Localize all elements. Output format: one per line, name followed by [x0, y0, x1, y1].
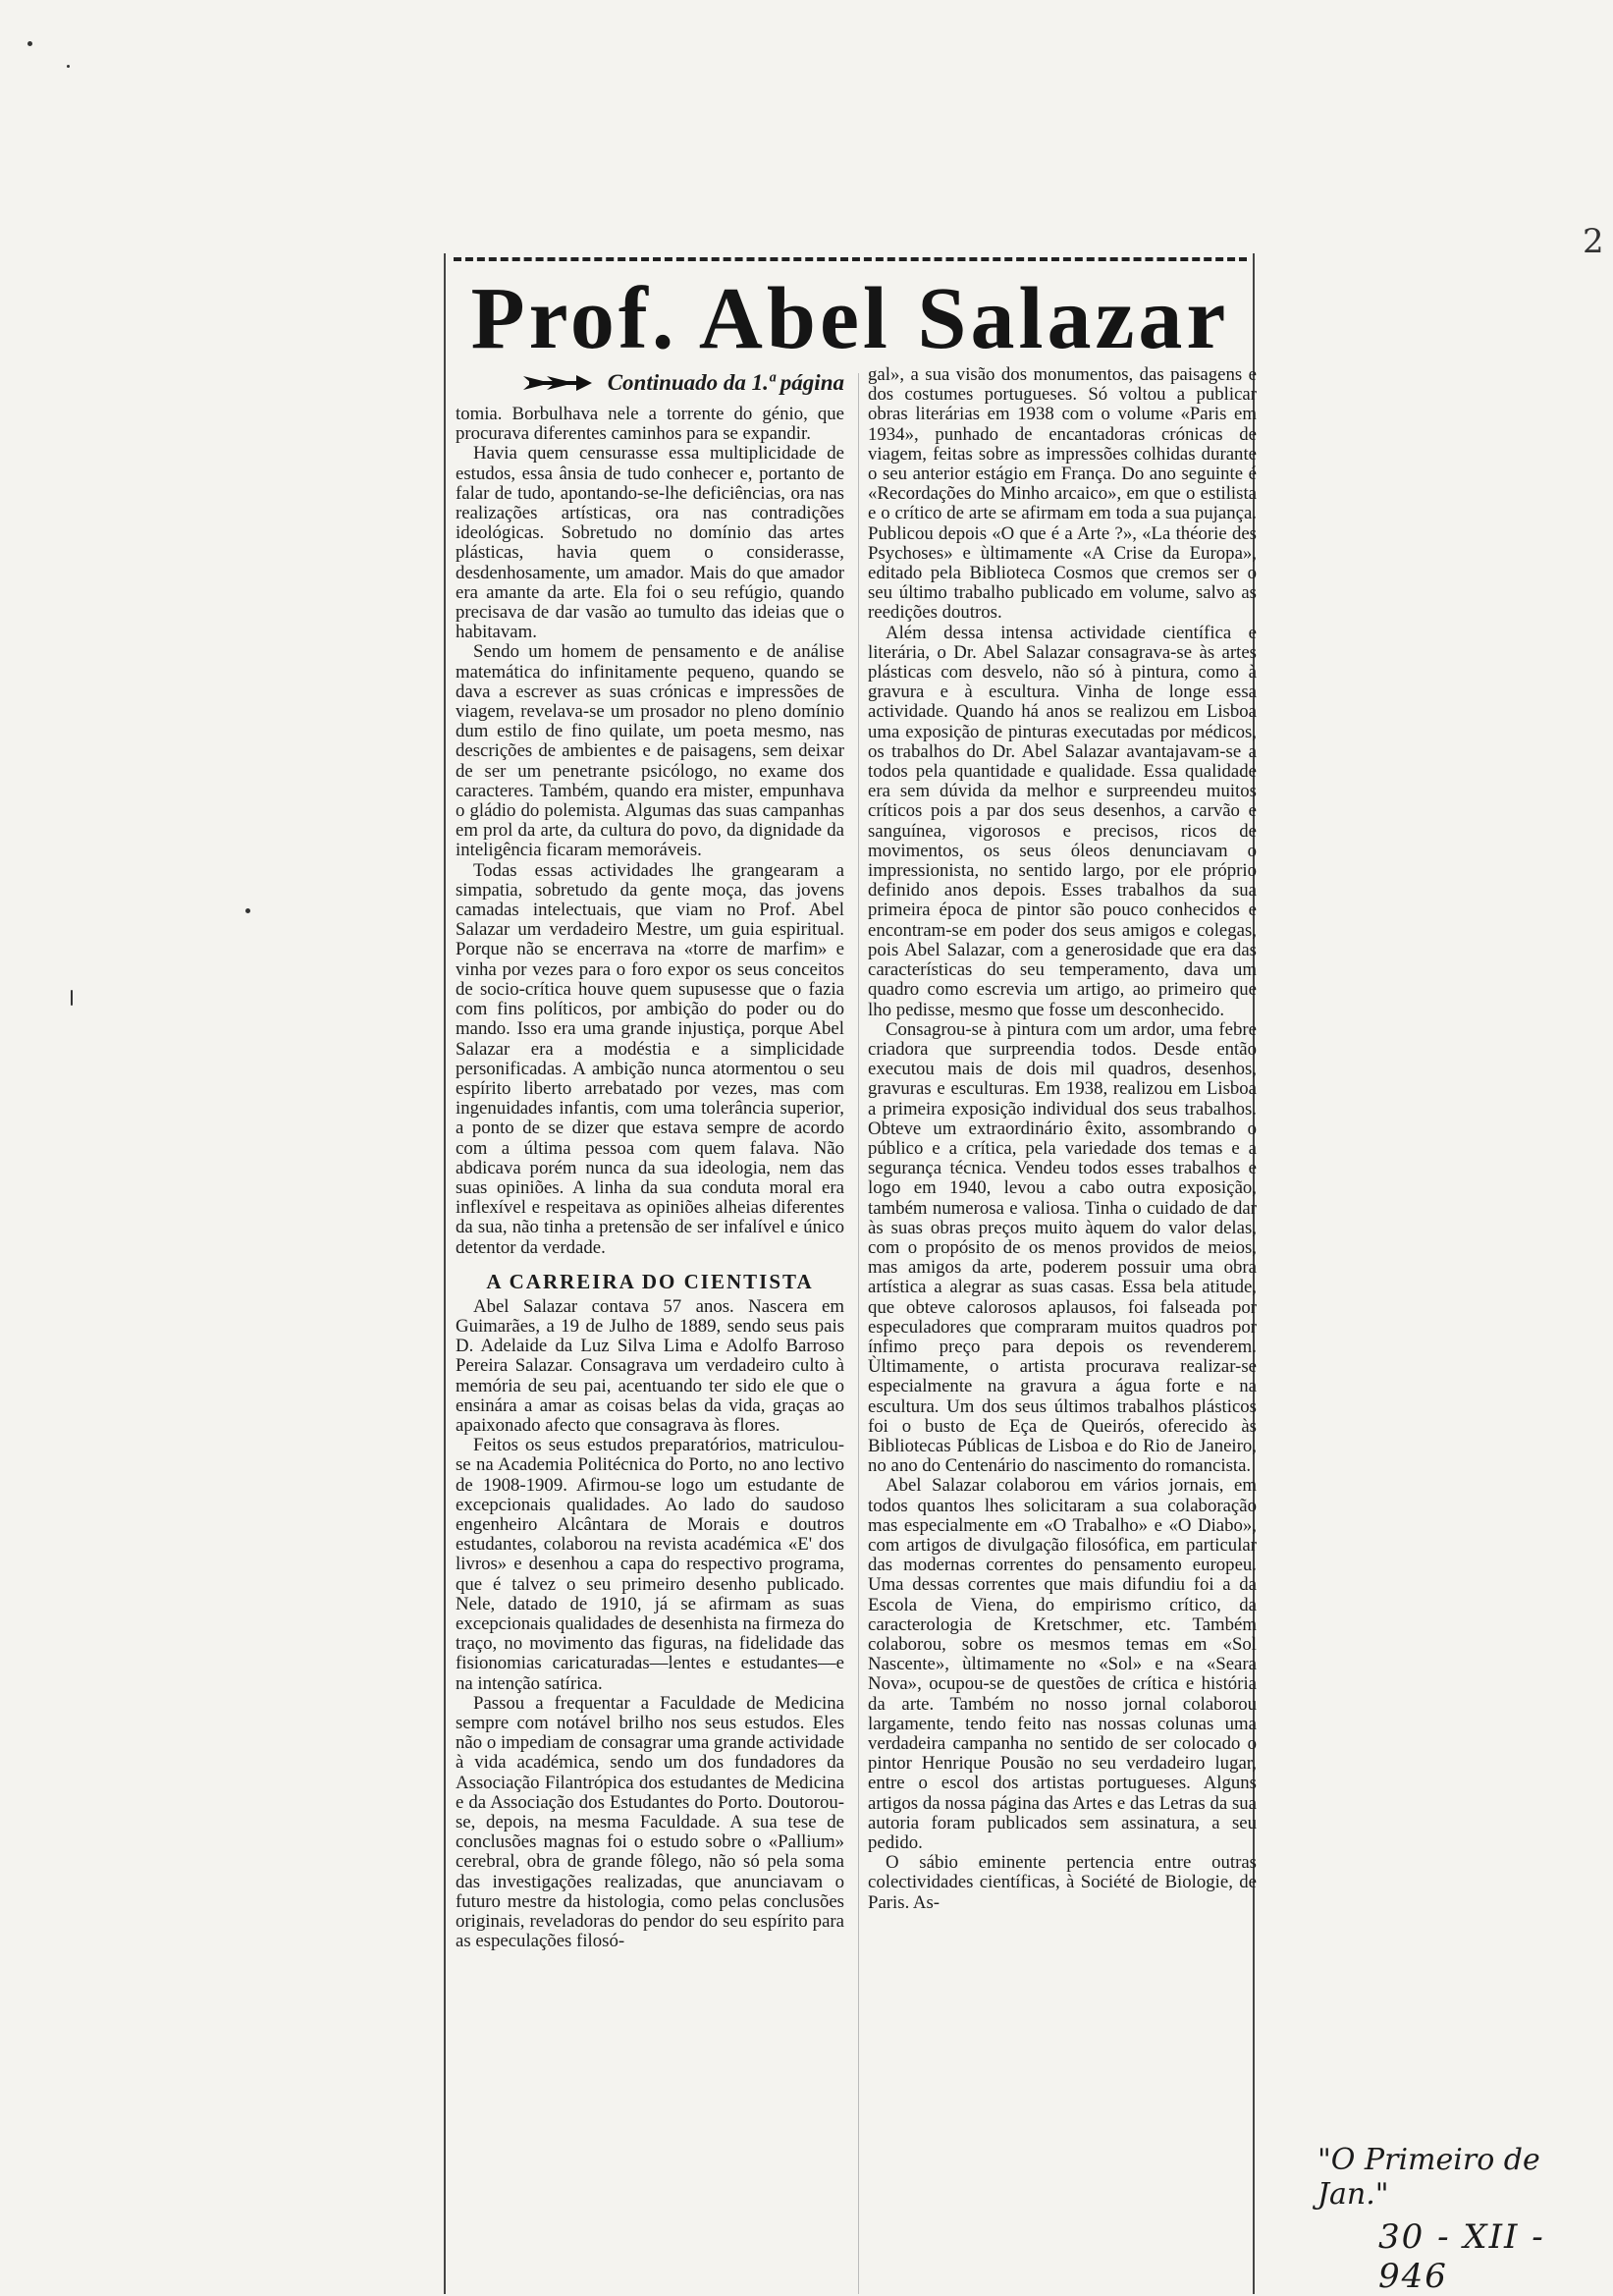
- right-column: [868, 365, 1257, 1913]
- paragraph: Abel Salazar colaborou em vários jornais, em todos quantos lhes solicitaram a sua colaboração mas especialmente em «O Trabalho» e «O Diabo», com artigos de divulgação filosófica, em particular das modernas correntes do pensamento europeu. Uma dessas correntes que mais difundiu foi a da Escola de Viena, do empirismo crítico, da caracterologia de Kretschmer, etc. Também colaborou, sobre os mesmos temas em «Sol Nascente», ùltimamente no «Sol» e na «Seara Nova», ocupou-se de questões de crítica e história da arte. Também no nosso jornal colaborou largamente, tendo feito nas nossas colunas uma verdadeira campanha no sentido de ser colocado o pintor Henrique Pousão no seu verdadeiro lugar, entre o escol dos artistas portugueses. Alguns artigos da nossa página das Artes e das Letras da sua autoria foram publicados sem assinatura, a seu pedido.: [868, 1475, 1257, 1854]
- left-column: [456, 365, 844, 1951]
- paragraph: Todas essas actividades lhe grangearam a simpatia, sobretudo da gente moça, das jovens camadas intelectuais, que viam no Prof. Abel Salazar um verdadeiro Mestre, um guia espiritual. Porque não se encerrava na «torre de marfim» e vinha por vezes para o foro expor os seus conceitos de socio-crítica houve quem supusesse que o fazia com fins políticos, por ambição do poder ou do mando. Isso era uma grande injustiça, porque Abel Salazar era a modéstia e a simplicidade personificadas. A ambição nunca atormentou o seu espírito liberto arrebatado por vezes, mas com ingenuidades infantis, com uma tolerância superior, a ponto de se dizer que estava sempre de acordo com a última pessoa com quem falava. Não abdicava porém nunca da sua ideologia, nem das suas opiniões. A linha da sua conduta moral era inflexível e respeitava as opiniões alheias diferentes da sua, não tinha a pretensão de ser infalível e único detentor da verdade.: [456, 859, 844, 1258]
- paragraph: Consagrou-se à pintura com um ardor, uma febre criadora que surpreendia todos. Desde então executou mais de dois mil quadros, desenhos, gravuras e esculturas. Em 1938, realizou em Lisboa a primeira exposição individual dos seus trabalhos. Obteve um extraordinário êxito, assombrando o público e a crítica, pela variedade dos temas e a segurança técnica. Vendeu todos esses trabalhos e logo em 1940, levou a cabo outra exposição, também numerosa e valiosa. Tinha o cuidado de dar às suas obras preços muito àquem do valor delas, com o propósito de os menos providos de meios, mas amigos da arte, poderem possuir uma obra artística a alegrar as suas casas. Essa bela atitude, que obteve calorosos aplausos, foi falseada por especuladores que compraram muitos quadros por ínfimo preço para depois os revenderem. Ùltimamente, o artista procurava realizar-se especialmente na gravura a água forte e na escultura. Um dos seus últimos trabalhos plásticos foi o busto de Eça de Queirós, oferecido às Bibliotecas Públicas de Lisboa e do Rio de Janeiro, no ano do Centenário do nascimento do romancista.: [868, 1018, 1257, 1477]
- paragraph: gal», a sua visão dos monumentos, das paisagens e dos costumes portugueses. Só voltou a publicar obras literárias em 1938 com o volume «Paris em 1934», punhado de encantadoras crónicas de viagem, feitas sobre as impressões colhidas durante o seu anterior estágio em França. Do ano seguinte é «Recordações do Minho arcaico», em que o estilista e o crítico de arte se afirmam em toda a sua pujança. Publicou depois «O que é a Arte ?», «La théorie des Psychoses» e ùltimamente «A Crise da Europa», editado pela Biblioteca Cosmos que cremos ser o seu último trabalho publicado em volume, salvo as reedições doutros.: [868, 364, 1257, 624]
- paragraph: Além dessa intensa actividade científica e literária, o Dr. Abel Salazar consagrava-se às artes plásticas com desvelo, não só à pintura, como à gravura e à escultura. Vinha de longe essa actividade. Quando há anos se realizou em Lisboa uma exposição de pinturas executadas por médicos, os trabalhos do Dr. Abel Salazar avantajavam-se a todos pela quantidade e qualidade. Essa qualidade era sem dúvida da melhor e surpreendeu muitos críticos pois a par dos seus desenhos, a carvão e sanguínea, vigorosos e precisos, ricos de movimentos, os seus óleos denunciavam o impressionista, no sentido largo, por ele próprio definido anos depois. Esses trabalhos da sua primeira época de pintor são pouco conhecidos e encontram-se em poder dos seus amigos e colegas, pois Abel Salazar, com a generosidade que era das características do seu temperamento, dava um quadro como escrevia um artigo, ao primeiro que lho pedisse, mesmo que fosse um desconhecido.: [868, 622, 1257, 1020]
- paragraph: Abel Salazar contava 57 anos. Nascera em Guimarães, a 19 de Julho de 1889, sendo seus pais D. Adelaide da Luz Silva Lima e Adolfo Barroso Pereira Salazar. Consagrava um verdadeiro culto à memória de seu pai, acentuando ter sido ele que o ensinára a amar as coisas belas da vida, graças ao apaixonado afecto que consagrava às flores.: [456, 1295, 844, 1436]
- page-number: 2: [1583, 222, 1604, 261]
- scan-speck: [27, 41, 32, 46]
- paragraph: Passou a frequentar a Faculdade de Medicina sempre com notável brilho nos seus estudos. Eles não o impediam de consagrar uma grande actividade à vida académica, sendo um dos fundadores da Associação Filantrópica dos estudantes de Medicina e da Associação dos Estudantes do Porto. Doutorou-se, depois, na mesma Faculdade. A sua tese de conclusões magnas foi o estudo sobre o «Pallium» cerebral, obra de grande fôlego, não só pela soma das investigações realizadas, que anunciavam o futuro mestre da histologia, como pelas conclusões originais, reveladoras do pendor do seu espírito para as especulações filosó-: [456, 1692, 844, 1952]
- headline-dashed-rule: [454, 257, 1247, 261]
- paragraph: Feitos os seus estudos preparatórios, matriculou-se na Academia Politécnica do Porto, no ano lectivo de 1908-1909. Afirmou-se logo um estudante de excepcionais qualidades. Ao lado do saudoso engenheiro Alcântara de Morais e doutros estudantes, colaborou na revista académica «E' dos livros» e desenhou a capa do respectivo programa, que é talvez o seu primeiro desenho publicado. Nele, datado de 1910, já se afirmam as suas excepcionais qualidades de desenhista na firmeza do traço, no movimento das figuras, na fidelidade das fisionomias caricaturadas—lentes e estudantes—e na intenção satírica.: [456, 1435, 844, 1694]
- paragraph: tomia. Borbulhava nele a torrente do génio, que procurava diferentes caminhos para se expandir.: [456, 404, 844, 445]
- headline: Prof. Abel Salazar: [470, 270, 1230, 367]
- paragraph: Havia quem censurasse essa multiplicidade de estudos, essa ânsia de tudo conhecer e, portanto de falar de tudo, apontando-se-lhe deficiências, ora nas realizações artísticas, ora nas contradições ideológicas. Sobretudo no domínio das artes plásticas, havia quem o considerasse, desdenhosamente, um amador. Mais do que amador era amante da arte. Ela foi o seu refúgio, quando precisava de dar vasão ao tumulto das ideias que o habitavam.: [456, 443, 844, 643]
- scan-speck: [67, 65, 70, 68]
- continued-line: [456, 365, 844, 401]
- double-arrow-icon: [521, 372, 594, 394]
- scan-speck: [245, 908, 250, 913]
- handwritten-date-note: 30 - XII - 946: [1378, 2217, 1545, 2296]
- handwritten-source-note: "O Primeiro de Jan.": [1317, 2143, 1540, 2212]
- continued-label: Continuado da 1.ª página: [607, 369, 844, 395]
- section-heading: A CARREIRA DO CIENTISTA: [486, 1269, 814, 1293]
- scan-speck: [71, 990, 73, 1006]
- column-divider: [858, 373, 859, 2294]
- paragraph: O sábio eminente pertencia entre outras colectividades científicas, à Société de Biologie, de Paris. As-: [868, 1852, 1257, 1913]
- paragraph: Sendo um homem de pensamento e de análise matemática do infinitamente pequeno, quando se dava a escrever as suas crónicas e impressões de viagem, revelava-se um prosador no pleno domínio dum estilo de fino quilate, um poeta mesmo, nas descrições de ambientes e de paisagens, sem deixar de ser um penetrante psicólogo, no exame dos caracteres. Também, quando era mister, empunhava o gládio do polemista. Algumas das suas campanhas em prol da arte, da cultura do povo, da dignidade da inteligência ficaram memoráveis.: [456, 641, 844, 861]
